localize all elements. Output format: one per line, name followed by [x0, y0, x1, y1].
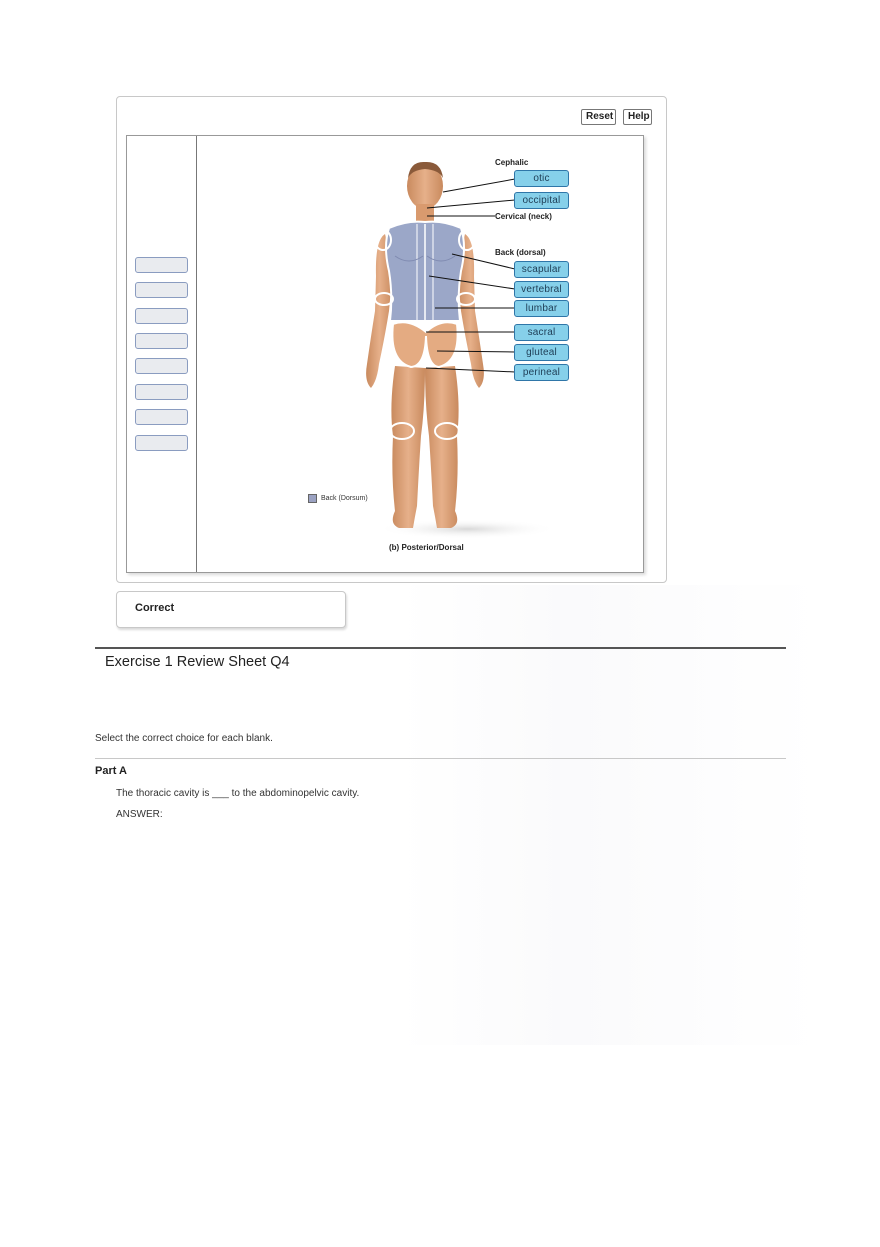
- exercise-title: Exercise 1 Review Sheet Q4: [105, 654, 290, 670]
- question-text: The thoracic cavity is ___ to the abdominopelvic cavity.: [116, 788, 360, 799]
- part-divider: [95, 758, 786, 759]
- category-cephalic: Cephalic: [495, 158, 529, 167]
- legend-label: Back (Dorsum): [321, 495, 368, 502]
- label-lumbar[interactable]: lumbar: [514, 300, 569, 317]
- label-sacral[interactable]: sacral: [514, 324, 569, 341]
- feedback-box: [116, 591, 346, 628]
- instruction-text: Select the correct choice for each blank.: [95, 733, 273, 744]
- label-otic[interactable]: otic: [514, 170, 569, 187]
- label-perineal[interactable]: perineal: [514, 364, 569, 381]
- part-label: Part A: [95, 765, 127, 777]
- help-button[interactable]: Help: [623, 109, 652, 125]
- answer-label: ANSWER:: [116, 809, 163, 820]
- feedback-status: Correct: [135, 602, 175, 614]
- label-vertebral[interactable]: vertebral: [514, 281, 569, 298]
- label-scapular[interactable]: scapular: [514, 261, 569, 278]
- labeling-canvas: [126, 135, 644, 573]
- category-cervical: Cervical (neck): [495, 212, 552, 221]
- reset-button[interactable]: Reset: [581, 109, 616, 125]
- background-shade: [400, 585, 820, 1045]
- legend-swatch: [308, 494, 317, 503]
- labeling-widget: [116, 96, 667, 583]
- section-divider: [95, 647, 786, 649]
- figure-caption: (b) Posterior/Dorsal: [389, 543, 464, 552]
- label-gluteal[interactable]: gluteal: [514, 344, 569, 361]
- label-occipital[interactable]: occipital: [514, 192, 569, 209]
- category-back: Back (dorsal): [495, 248, 546, 257]
